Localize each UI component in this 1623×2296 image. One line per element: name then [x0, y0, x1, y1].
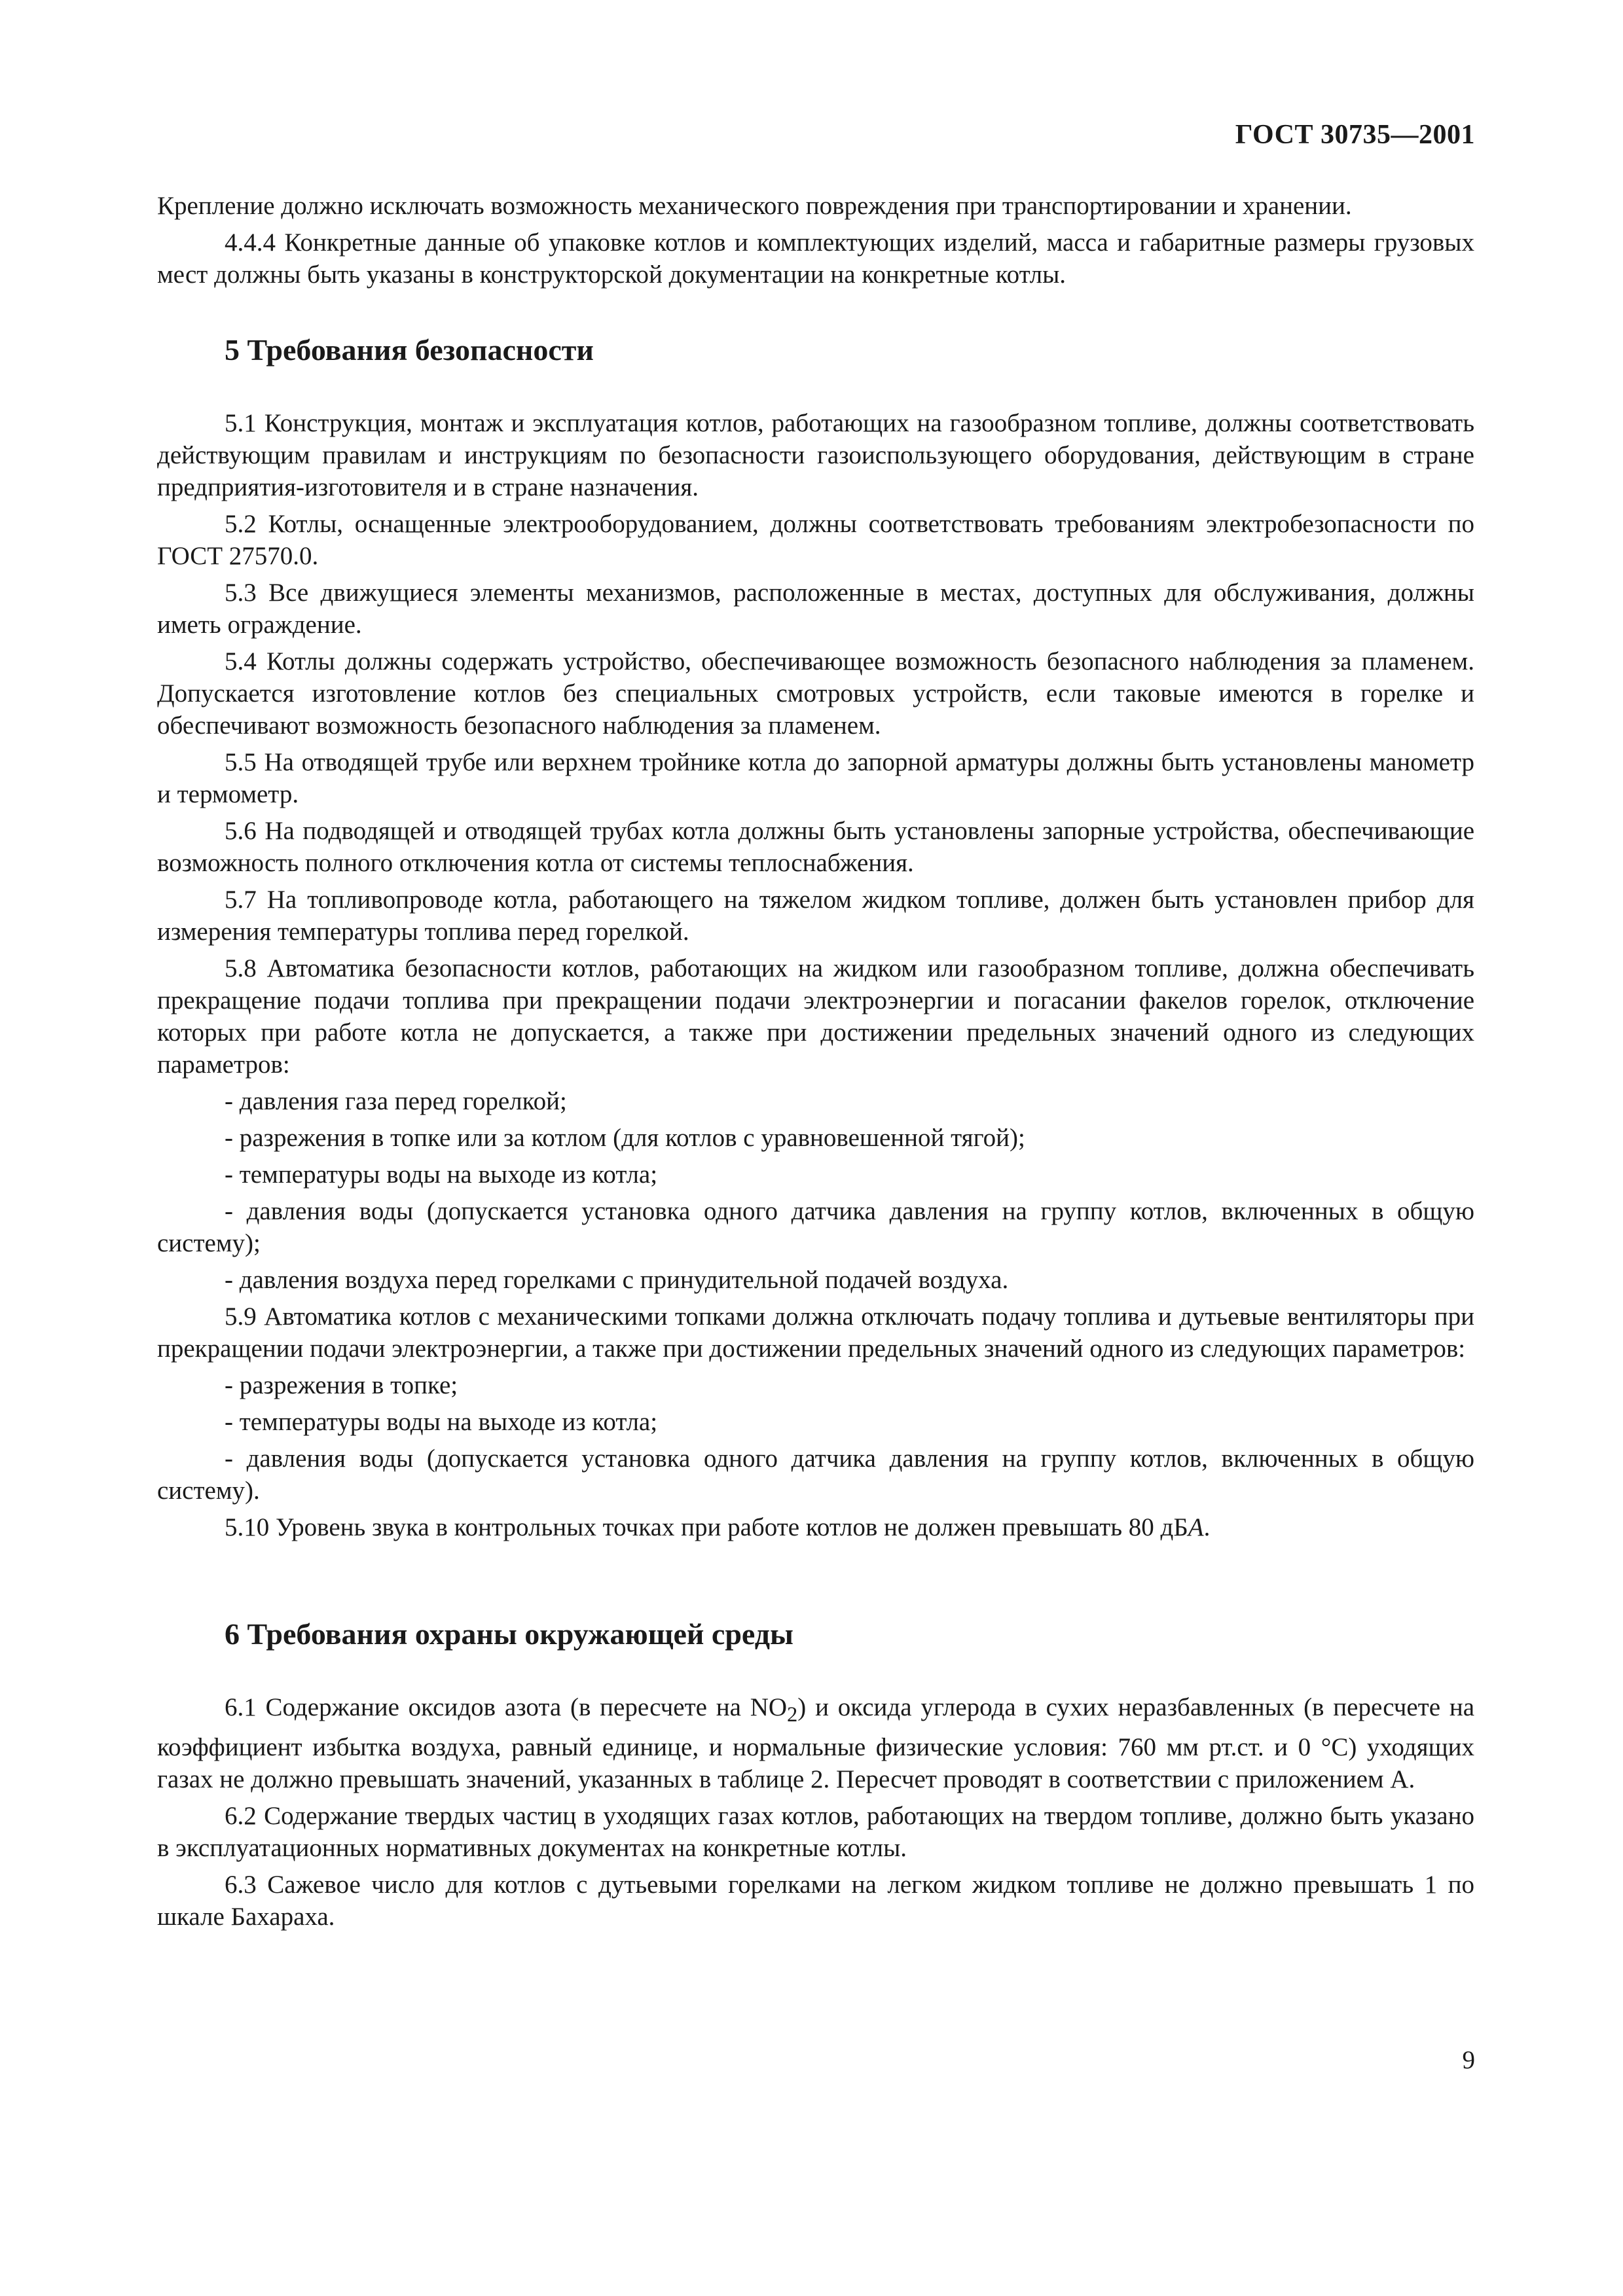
page-body	[157, 190, 1474, 1937]
paragraph-5-7: 5.7 На топливопроводе котла, работающего на тяжелом жидком топливе, должен быть установлен прибор для измерения температуры топлива перед горелкой.	[157, 886, 1474, 946]
subscript-2: 2	[787, 1702, 798, 1727]
section-5-heading: 5 Требования безопасности	[225, 333, 594, 367]
list-item: - давления воды (допускается установка одного датчика давления на группу котлов, включенных в общую систему);	[157, 1197, 1474, 1257]
document-code: ГОСТ 30735—2001	[1235, 120, 1475, 150]
page-number: 9	[1462, 2046, 1475, 2074]
paragraph-6-1	[157, 1691, 1474, 1795]
list-item: - давления воды (допускается установка одного датчика давления на группу котлов, включенных в общую систему).	[157, 1444, 1474, 1505]
paragraph-6-1-text-a: 6.1 Содержание оксидов азота (в пересчете на NO	[225, 1693, 788, 1721]
list-item: - температуры воды на выходе из котла;	[225, 1408, 658, 1436]
paragraph-5-2: 5.2 Котлы, оснащенные электрооборудованием, должны соответствовать требованиям электробезопасности по ГОСТ 27570.0.	[157, 510, 1474, 570]
paragraph-5-8: 5.8 Автоматика безопасности котлов, работающих на жидком или газообразном топливе, должна обеспечивать прекращение подачи топлива при прекращении подачи электроэнергии и погасании факелов горелок, отключение которых при работе котла не допускается, а также при достижении предельных значений одного из следующих параметров:	[157, 954, 1474, 1079]
paragraph-5-5: 5.5 На отводящей трубе или верхнем тройнике котла до запорной арматуры должны быть установлены манометр и термометр.	[157, 748, 1474, 808]
paragraph-4-4-4: 4.4.4 Конкретные данные об упаковке котлов и комплектующих изделий, масса и габаритные размеры грузовых мест должны быть указаны в конструкторской документации на конкретные котлы.	[157, 228, 1474, 289]
list-item: - разрежения в топке;	[225, 1371, 458, 1399]
paragraph-5-3: 5.3 Все движущиеся элементы механизмов, расположенные в местах, доступных для обслуживания, должны иметь ограждение.	[157, 579, 1474, 639]
paragraph-5-6: 5.6 На подводящей и отводящей трубах котла должны быть установлены запорные устройства, обеспечивающие возможность полного отключения котла от системы теплоснабжения.	[157, 817, 1474, 877]
paragraph-5-10-end: .	[1203, 1513, 1211, 1541]
list-item: - температуры воды на выходе из котла;	[225, 1160, 658, 1189]
paragraph-5-10	[157, 1511, 1474, 1543]
list-item: - разрежения в топке или за котлом (для котлов с уравновешенной тягой);	[225, 1124, 1025, 1152]
paragraph-4-4-3-cont: Крепление должно исключать возможность механического повреждения при транспортировании и хранении.	[157, 192, 1352, 220]
paragraph-6-1-text-b: ) и оксида углерода в сухих неразбавленных (в пересчете на коэффициент избытка воздуха, равный единице, и нормальные физические условия: 760 мм рт.ст. и 0 °С) уходящих газах не должно превышать значений, указанных в таблице 2. Пересчет проводят в соответствии с приложением А.	[157, 1693, 1475, 1793]
paragraph-5-4: 5.4 Котлы должны содержать устройство, обеспечивающее возможность безопасного наблюдения за пламенем. Допускается изготовление котлов без специальных смотровых устройств, если таковые имеются в горелке и обеспечивают возможность безопасного наблюдения за пламенем.	[157, 647, 1474, 740]
paragraph-5-10-text: 5.10 Уровень звука в контрольных точках при работе котлов не должен превышать 80 дБ	[225, 1513, 1188, 1541]
paragraph-6-3: 6.3 Сажевое число для котлов с дутьевыми горелками на легком жидком топливе не должно превышать 1 по шкале Бахараха.	[157, 1870, 1474, 1931]
list-item: - давления газа перед горелкой;	[225, 1087, 567, 1115]
unit-italic: А	[1188, 1513, 1204, 1541]
paragraph-5-9: 5.9 Автоматика котлов с механическими топками должна отключать подачу топлива и дутьевые вентиляторы при прекращении подачи электроэнергии, а также при достижении предельных значений одного из следующих параметров:	[157, 1302, 1474, 1363]
paragraph-6-2: 6.2 Содержание твердых частиц в уходящих газах котлов, работающих на твердом топливе, должно быть указано в эксплуатационных нормативных документах на конкретные котлы.	[157, 1801, 1474, 1862]
paragraph-5-1: 5.1 Конструкция, монтаж и эксплуатация котлов, работающих на газообразном топливе, должны соответствовать действующим правилам и инструкциям по безопасности газоиспользующего оборудования, действующим в стране предприятия-изготовителя и в стране назначения.	[157, 409, 1474, 501]
list-item: - давления воздуха перед горелками с принудительной подачей воздуха.	[225, 1266, 1009, 1294]
section-6-heading: 6 Требования охраны окружающей среды	[225, 1617, 793, 1651]
